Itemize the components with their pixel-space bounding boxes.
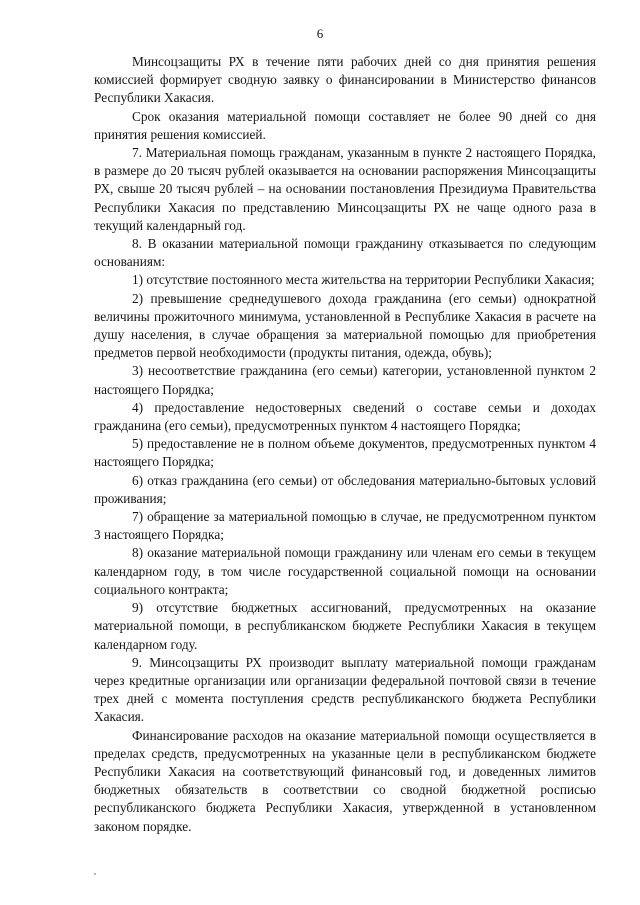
refusal-ground-3: 3) несоответствие гражданина (его семьи) категории, установленной пунктом 2 настоящего Порядка; (94, 363, 596, 397)
scan-mark (94, 873, 96, 875)
refusal-ground-4: 4) предоставление недостоверных сведений о составе семьи и доходах гражданина (его семьи), предусмотренных пунктом 4 настоящего Порядка; (94, 399, 596, 434)
paragraph-item-9: 9. Минсоцзащиты РХ производит выплату материальной помощи гражданам через кредитные организации или организации федеральной почтовой связи в течение трех дней с момента поступления средств республиканского бюджета Республики Хакасия. (94, 654, 596, 725)
paragraph-financing: Финансирование расходов на оказание материальной помощи осуществляется в пределах средств, предусмотренных на указанные цели в республиканском бюджете Республики Хакасия на соответствующий финансовый год, и доведенных лимитов бюджетных обязательств в соответствии со сводной бюджетной росписью республиканского бюджета Республики Хакасия, утвержденной в установленном законом порядке. (94, 727, 596, 834)
refusal-ground-1: 1) отсутствие постоянного места жительства на территории Республики Хакасия; (132, 272, 595, 288)
paragraph-item-8: 8. В оказании материальной помощи гражданину отказывается по следующим основаниям: (94, 236, 596, 270)
document-body (94, 53, 596, 836)
page-number: 6 (316, 26, 324, 41)
refusal-ground-7: 7) обращение за материальной помощью в случае, не предусмотренном пунктом 3 настоящего Порядка; (94, 509, 596, 543)
paragraph-funding-request: Минсоцзащиты РХ в течение пяти рабочих дней со дня принятия решения комиссией формирует сводную заявку о финансировании в Министерство финансов Республики Хакасия. (94, 54, 596, 106)
refusal-ground-9: 9) отсутствие бюджетных ассигнований, предусмотренных на оказание материальной помощи, в республиканском бюджете Республики Хакасия в текущем календарном году. (94, 600, 596, 652)
refusal-ground-6: 6) отказ гражданина (его семьи) от обследования материально-бытовых условий проживания; (94, 472, 596, 506)
paragraph-assistance-term: Срок оказания материальной помощи составляет не более 90 дней со дня принятия решения комиссией. (94, 108, 596, 142)
paragraph-item-7: 7. Материальная помощь гражданам, указанным в пункте 2 настоящего Порядка, в размере до 20 тысяч рублей оказывается на основании распоряжения Минсоцзащиты РХ, свыше 20 тысяч рублей – на основании постановления Президиума Правительства Республики Хакасия по представлению Минсоцзащиты РХ не чаще одного раза в текущий календарный год. (94, 145, 596, 233)
refusal-ground-5: 5) предоставление не в полном объеме документов, предусмотренных пунктом 4 настоящего Порядка; (94, 436, 596, 470)
refusal-ground-2: 2) превышение среднедушевого дохода гражданина (его семьи) однократной величины прожиточного минимума, установленной в Республике Хакасия в расчете на душу населения, в случае обращения за материальной помощью для приобретения предметов первой необходимости (продукты питания, одежда, обувь); (94, 290, 596, 361)
refusal-ground-8: 8) оказание материальной помощи гражданину или членам его семьи в текущем календарном году, в том числе государственной социальной помощи на основании социального контракта; (94, 545, 596, 597)
